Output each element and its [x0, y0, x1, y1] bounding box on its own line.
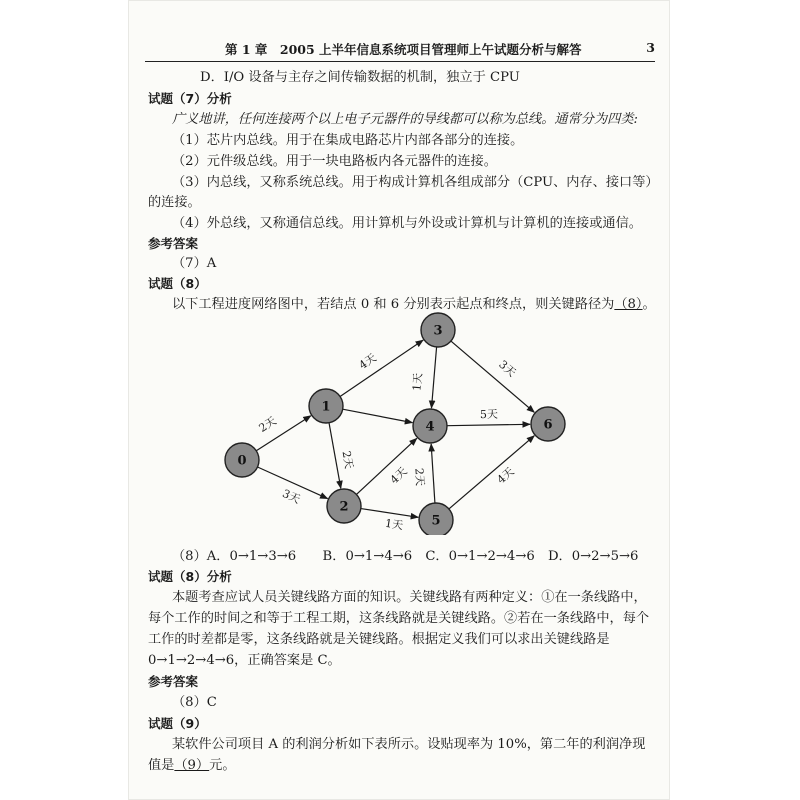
node-label-6: 6 [543, 417, 553, 433]
edge-label-2-4: 4天 [387, 464, 410, 487]
q8-options: （8）A．0→1→3→6 B．0→1→4→6 C．0→1→2→4→6 D．0→2→5→6 [172, 549, 639, 564]
q7-intro: 广义地讲，任何连接两个以上电子元器件的导线都可以称为总线。通常分为四类: [172, 112, 639, 127]
edge-label-5-6: 4天 [494, 464, 517, 487]
network-edges [256, 340, 534, 517]
edge-label-3-4: 1天 [410, 372, 425, 392]
node-5 [419, 503, 453, 535]
edge-label-3-6: 3天 [496, 357, 519, 380]
answer-heading-7: 参考答案 [148, 236, 199, 251]
q8-blank: （8） [614, 297, 643, 312]
header-rule [145, 61, 655, 62]
q8-analysis-line-3: 工作的时差都是零，这条线路就是关键线路。根据定义我们可以求出关键线路是 [148, 632, 610, 647]
edge-4-6 [447, 424, 530, 425]
q7-item-3-line-1: （3）内总线，又称系统总线。用于构成计算机各组成部分（CPU、内存、接口等） [172, 175, 659, 190]
q9-heading: 试题（9） [148, 716, 207, 731]
node-label-4: 4 [425, 419, 435, 435]
node-2 [327, 489, 361, 523]
q8-analysis-line-1: 本题考查应试人员关键线路方面的知识。关键线路有两种定义：①在一条线路中， [172, 590, 647, 605]
node-4 [413, 409, 447, 443]
q8-analysis-heading: 试题（8）分析 [148, 569, 232, 584]
edge-5-6 [449, 436, 534, 509]
edge-2-4 [356, 438, 416, 494]
edge-label-5-4: 2天 [412, 467, 427, 487]
network-edge-labels [257, 351, 519, 532]
edge-label-0-2: 3天 [280, 486, 303, 507]
node-0 [225, 443, 259, 477]
node-3 [421, 313, 455, 347]
edge-1-4 [343, 409, 413, 422]
node-label-2: 2 [339, 499, 349, 515]
answer-heading-8: 参考答案 [148, 674, 199, 689]
edge-3-4 [431, 347, 436, 408]
q8-analysis-line-2: 每个工作的时间之和等于工程工期，这条线路就是关键线路。②若在一条线路中，每个 [148, 611, 650, 626]
node-label-0: 0 [237, 453, 247, 469]
edge-5-4 [431, 444, 435, 503]
edge-label-4-6: 5天 [479, 407, 499, 422]
edge-2-5 [361, 509, 418, 518]
q7-item-2: （2）元件级总线。用于一块电路板内各元器件的连接。 [172, 154, 497, 169]
q8-heading: 试题（8） [148, 276, 207, 291]
q9-line-1: 某软件公司项目 A 的利润分析如下表所示。设贴现率为 10%，第二年的利润净现 [172, 737, 646, 752]
running-header [145, 40, 655, 60]
q7-analysis-heading: 试题（7）分析 [148, 91, 232, 106]
q9-blank: （9） [174, 758, 210, 773]
page-number: 3 [646, 40, 655, 55]
answer-7: （7）A [172, 256, 217, 271]
node-6 [531, 407, 565, 441]
project-network-diagram [220, 310, 580, 535]
q8-stem-end: 。 [642, 297, 656, 312]
q9-line-2-end: 元。 [209, 758, 236, 773]
answer-8: （8）C [172, 695, 217, 710]
q8-stem-text: 以下工程进度网络图中，若结点 0 和 6 分别表示起点和终点，则关键路径为 [172, 297, 615, 312]
q8-analysis-line-4: 0→1→2→4→6，正确答案是 C。 [148, 653, 341, 668]
q9-line-2 [148, 757, 236, 775]
option-d-previous: D．I/O 设备与主存之间传输数据的机制，独立于 CPU [200, 70, 520, 85]
q9-line-2-text: 值是 [148, 758, 175, 773]
edge-label-1-3: 4天 [356, 351, 379, 373]
q7-item-4: （4）外总线，又称通信总线。用计算机与外设或计算机与计算机的连接或通信。 [172, 216, 642, 231]
edge-label-1-2: 2天 [339, 449, 356, 470]
node-label-3: 3 [433, 323, 443, 339]
edge-label-2-5: 1天 [384, 516, 404, 533]
node-1 [309, 389, 343, 423]
edge-1-2 [329, 423, 341, 489]
node-label-1: 1 [321, 399, 331, 415]
q7-item-1: （1）芯片内总线。用于在集成电路芯片内部各部分的连接。 [172, 133, 524, 148]
q7-item-3-line-2: 的连接。 [148, 195, 201, 210]
edge-label-0-1: 2天 [256, 414, 279, 435]
header-title: 第 1 章 2005 上半年信息系统项目管理师上午试题分析与解答 [225, 42, 582, 57]
edge-3-6 [451, 341, 534, 412]
node-label-5: 5 [431, 513, 441, 529]
